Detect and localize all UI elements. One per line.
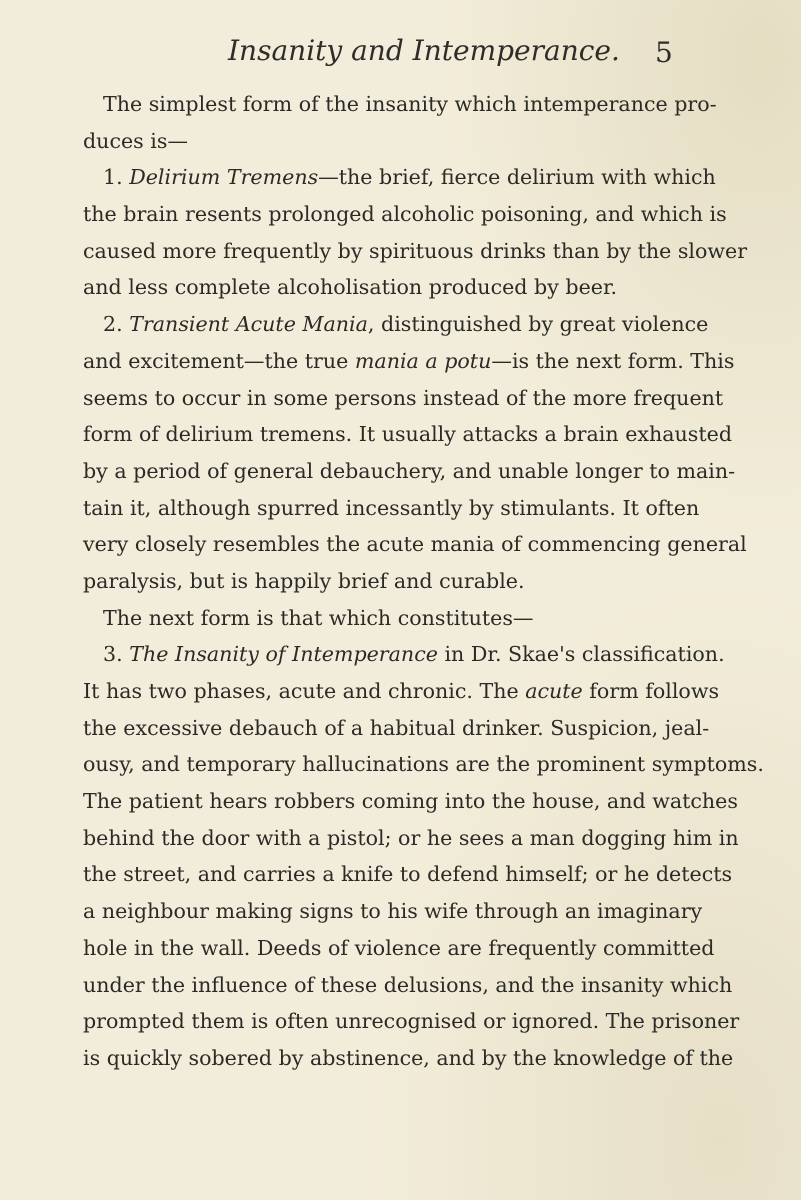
term-acute: acute <box>525 679 583 703</box>
text-line: ousy, and temporary hallucinations are the prominent symptoms. <box>83 752 764 777</box>
text-line: caused more frequently by spirituous drinks than by the slower <box>83 238 748 263</box>
term-delirium-tremens: Delirium Tremens <box>129 165 319 190</box>
text-line: is quickly sobered by abstinence, and by the knowledge of the <box>83 1045 734 1070</box>
text-span: —the brief, fierce delirium with which <box>318 165 716 190</box>
term-insanity-of-intemperance: The Insanity of Intemperance <box>129 642 438 667</box>
text-line <box>83 306 709 343</box>
text-span: It has two phases, acute and chronic. The <box>83 679 526 703</box>
text-line: The patient hears robbers coming into the house, and watches <box>83 789 738 814</box>
body-text <box>83 86 764 1077</box>
text-span: form follows <box>582 679 720 703</box>
text-span: in Dr. Skae's classification. <box>437 642 725 667</box>
page-header <box>0 34 801 74</box>
list-number: 2. <box>103 312 130 337</box>
text-span: and excitement—the true <box>83 348 355 373</box>
running-title: Insanity and Intemperance. <box>228 34 620 67</box>
text-line: the excessive debauch of a habitual drinker. Suspicion, jeal- <box>83 715 710 740</box>
text-line: The simplest form of the insanity which intemperance pro- <box>103 92 717 116</box>
text-line: behind the door with a pistol; or he sees a man dogging him in <box>83 825 739 850</box>
text-line: The next form is that which constitutes— <box>103 605 534 630</box>
text-line: duces is— <box>83 128 189 153</box>
page-number: 5 <box>655 36 673 69</box>
text-line: seems to occur in some persons instead of the more frequent <box>83 385 724 410</box>
text-line: very closely resembles the acute mania of commencing general <box>83 532 747 557</box>
text-line: under the influence of these delusions, and the insanity which <box>83 972 733 997</box>
text-line: by a period of general debauchery, and unable longer to main- <box>83 458 736 483</box>
text-line: paralysis, but is happily brief and curable. <box>83 568 525 593</box>
text-line: the brain resents prolonged alcoholic poisoning, and which is <box>83 202 727 227</box>
text-span: , distinguished by great violence <box>367 312 709 337</box>
list-number: 3. <box>103 642 130 667</box>
text-line <box>83 159 716 196</box>
term-mania-a-potu: mania a potu <box>354 348 492 373</box>
text-line: prompted them is often unrecognised or ignored. The prisoner <box>83 1009 740 1034</box>
text-line: tain it, although spurred incessantly by stimulants. It often <box>83 495 700 520</box>
text-line: the street, and carries a knife to defend himself; or he detects <box>83 862 733 887</box>
text-line: and less complete alcoholisation produced by beer. <box>83 275 618 300</box>
text-line: hole in the wall. Deeds of violence are frequently committed <box>83 935 715 960</box>
term-transient-acute-mania: Transient Acute Mania <box>129 312 368 337</box>
list-number: 1. <box>103 165 130 190</box>
text-line <box>83 636 725 673</box>
text-line <box>83 343 735 380</box>
text-line: form of delirium tremens. It usually attacks a brain exhausted <box>83 422 733 447</box>
text-line <box>83 673 720 710</box>
text-line: a neighbour making signs to his wife through an imaginary <box>83 899 703 924</box>
text-span: —is the next form. This <box>491 348 735 373</box>
